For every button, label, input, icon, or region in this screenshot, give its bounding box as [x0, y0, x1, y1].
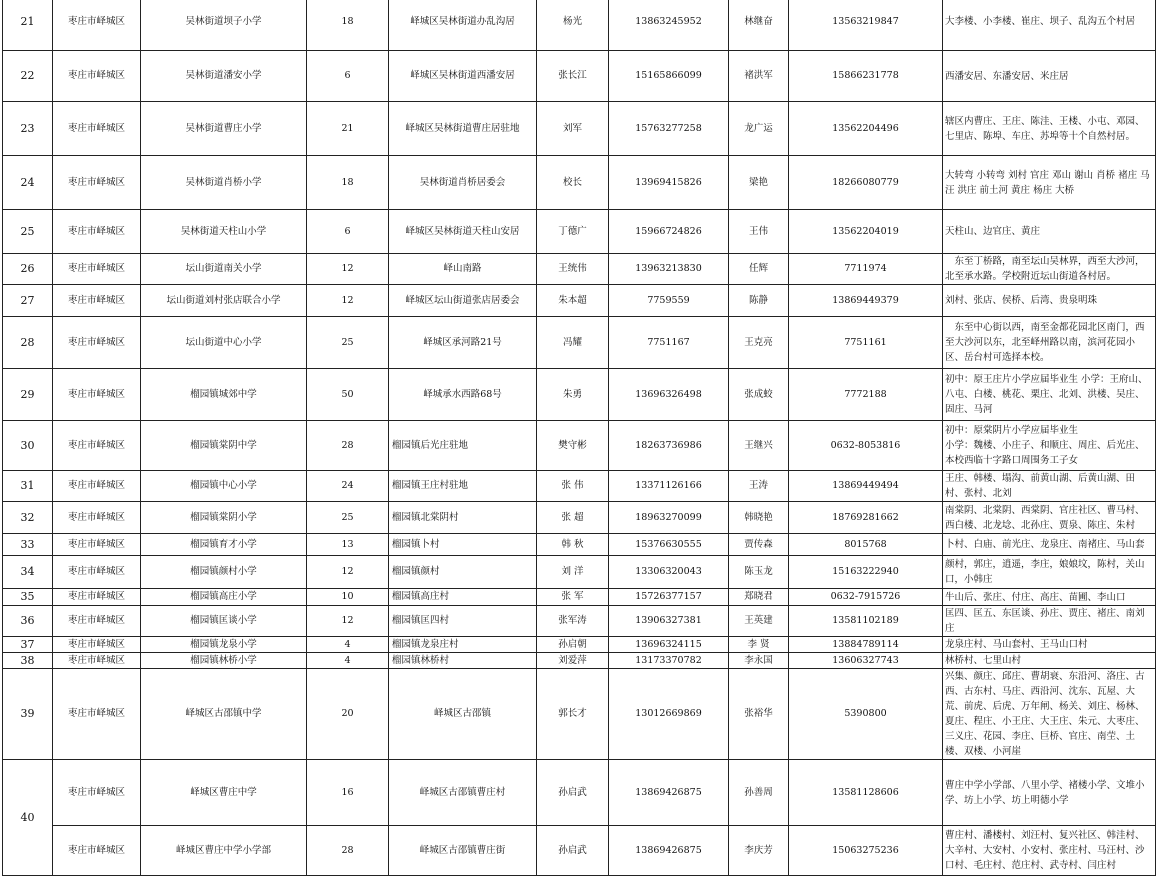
address-cell: 峄城区古邵镇曹庄街 [389, 826, 537, 876]
phone-1-cell: 15726377157 [609, 589, 729, 606]
contact-2-cell: 李永国 [729, 653, 789, 669]
contact-1-cell: 刘 洋 [537, 556, 609, 589]
school-name-cell: 榴园镇棠阴小学 [141, 502, 307, 534]
phone-1-cell: 13869426875 [609, 826, 729, 876]
phone-2-cell: 18266080779 [789, 156, 943, 210]
school-name-cell: 榴园镇育才小学 [141, 534, 307, 556]
contact-2-cell: 郑晓君 [729, 589, 789, 606]
contact-2-cell: 王继兴 [729, 421, 789, 471]
contact-2-cell: 张裕华 [729, 669, 789, 760]
school-name-cell: 吴林街道坝子小学 [141, 0, 307, 51]
table-edge-cell [1156, 254, 1163, 285]
table-edge-cell [1156, 669, 1163, 760]
contact-1-cell: 刘爱萍 [537, 653, 609, 669]
phone-1-cell: 15966724826 [609, 210, 729, 254]
table-row [3, 0, 1163, 51]
contact-1-cell: 孙启武 [537, 760, 609, 826]
district-cell: 枣庄市峄城区 [53, 156, 141, 210]
contact-1-cell: 孙启武 [537, 826, 609, 876]
table-edge-cell [1156, 102, 1163, 156]
contact-2-cell: 任辉 [729, 254, 789, 285]
address-cell: 峄城区吴林街道曹庄居驻地 [389, 102, 537, 156]
table-edge-cell [1156, 826, 1163, 876]
table-edge-cell [1156, 421, 1163, 471]
phone-2-cell: 5390800 [789, 669, 943, 760]
table-row [3, 51, 1163, 102]
address-cell: 榴园镇林桥村 [389, 653, 537, 669]
district-cell: 枣庄市峄城区 [53, 606, 141, 637]
address-cell: 峄城承水西路68号 [389, 369, 537, 421]
coverage-area-cell: 辖区内曹庄、王庄、陈洼、王楼、小屯、邓园、七里店、陈埠、车庄、苏埠等十个自然村居。 [943, 102, 1156, 156]
phone-1-cell: 13173370782 [609, 653, 729, 669]
school-name-cell: 峄城区古邵镇中学 [141, 669, 307, 760]
contact-2-cell: 林继奋 [729, 0, 789, 51]
phone-2-cell: 0632-7915726 [789, 589, 943, 606]
table-edge-cell [1156, 210, 1163, 254]
row-number-cell: 33 [3, 534, 53, 556]
coverage-area-cell: 匡四、匡五、东匡谈、孙庄、贾庄、褚庄、南刘庄 [943, 606, 1156, 637]
district-cell: 枣庄市峄城区 [53, 534, 141, 556]
class-count-cell: 28 [307, 421, 389, 471]
coverage-area-cell: 大李楼、小李楼、崔庄、坝子、乱沟五个村居 [943, 0, 1156, 51]
phone-1-cell: 7759559 [609, 285, 729, 317]
row-number-cell: 37 [3, 637, 53, 653]
address-cell: 峄城区吴林街道天柱山安居 [389, 210, 537, 254]
class-count-cell: 4 [307, 653, 389, 669]
class-count-cell: 20 [307, 669, 389, 760]
school-name-cell: 榴园镇林桥小学 [141, 653, 307, 669]
row-number-cell: 31 [3, 471, 53, 502]
table-row [3, 556, 1163, 589]
contact-1-cell: 冯耀 [537, 317, 609, 369]
phone-1-cell: 15763277258 [609, 102, 729, 156]
district-cell: 枣庄市峄城区 [53, 637, 141, 653]
contact-2-cell: 陈静 [729, 285, 789, 317]
table-edge-cell [1156, 606, 1163, 637]
table-row [3, 156, 1163, 210]
address-cell: 榴园镇王庄村驻地 [389, 471, 537, 502]
table-row [3, 285, 1163, 317]
table-row [3, 637, 1163, 653]
district-cell: 枣庄市峄城区 [53, 317, 141, 369]
contact-1-cell: 樊守彬 [537, 421, 609, 471]
coverage-area-cell: 西潘安居、东潘安居、米庄居 [943, 51, 1156, 102]
table-edge-cell [1156, 589, 1163, 606]
table-edge-cell [1156, 556, 1163, 589]
row-number-cell: 34 [3, 556, 53, 589]
class-count-cell: 18 [307, 0, 389, 51]
table-row [3, 254, 1163, 285]
district-cell: 枣庄市峄城区 [53, 254, 141, 285]
phone-2-cell: 13884789114 [789, 637, 943, 653]
row-number-cell: 23 [3, 102, 53, 156]
row-number-cell: 39 [3, 669, 53, 760]
contact-1-cell: 张 军 [537, 589, 609, 606]
phone-1-cell: 15165866099 [609, 51, 729, 102]
row-number-cell: 25 [3, 210, 53, 254]
contact-1-cell: 郭长才 [537, 669, 609, 760]
coverage-area-cell: 兴集、颜庄、邱庄、曹胡衰、东沿河、洛庄、古西、古东村、马庄、西沿河、沈东、瓦屋、大荒、前虎、后虎、万年闸、杨关、刘庄、杨林、夏庄、程庄、小王庄、大王庄、朱元、大枣庄、三义庄、花园、李庄、巨桥、官庄、南茔、土楼、双楼、小河崖 [943, 669, 1156, 760]
phone-2-cell: 15866231778 [789, 51, 943, 102]
class-count-cell: 18 [307, 156, 389, 210]
phone-2-cell: 15063275236 [789, 826, 943, 876]
row-number-cell: 38 [3, 653, 53, 669]
table-row [3, 317, 1163, 369]
class-count-cell: 16 [307, 760, 389, 826]
table-edge-cell [1156, 637, 1163, 653]
phone-1-cell: 13869426875 [609, 760, 729, 826]
school-name-cell: 坛山街道中心小学 [141, 317, 307, 369]
coverage-area-cell: 王庄、韩楼、塌沟、前黄山湖、后黄山湖、田村、张村、北刘 [943, 471, 1156, 502]
table-row [3, 534, 1163, 556]
phone-2-cell: 0632-8053816 [789, 421, 943, 471]
contact-2-cell: 褚洪军 [729, 51, 789, 102]
phone-2-cell: 7711974 [789, 254, 943, 285]
table-row [3, 760, 1163, 826]
school-name-cell: 吴林街道肖桥小学 [141, 156, 307, 210]
contact-2-cell: 李 贤 [729, 637, 789, 653]
district-cell: 枣庄市峄城区 [53, 210, 141, 254]
phone-1-cell: 13306320043 [609, 556, 729, 589]
phone-1-cell: 13969415826 [609, 156, 729, 210]
contact-1-cell: 孙启朝 [537, 637, 609, 653]
phone-1-cell: 13906327381 [609, 606, 729, 637]
contact-1-cell: 张军涛 [537, 606, 609, 637]
school-name-cell: 榴园镇棠阴中学 [141, 421, 307, 471]
phone-2-cell: 13869449379 [789, 285, 943, 317]
phone-2-cell: 13606327743 [789, 653, 943, 669]
school-name-cell: 坛山街道刘村张店联合小学 [141, 285, 307, 317]
district-cell: 枣庄市峄城区 [53, 826, 141, 876]
coverage-area-cell: 颜村，郭庄，逍遥，李庄，娘娘坟，陈村，关山口，小韩庄 [943, 556, 1156, 589]
contact-1-cell: 丁德广 [537, 210, 609, 254]
class-count-cell: 12 [307, 556, 389, 589]
district-cell: 枣庄市峄城区 [53, 556, 141, 589]
contact-1-cell: 朱本超 [537, 285, 609, 317]
phone-1-cell: 7751167 [609, 317, 729, 369]
address-cell: 峄山南路 [389, 254, 537, 285]
school-name-cell: 坛山街道南关小学 [141, 254, 307, 285]
contact-1-cell: 刘军 [537, 102, 609, 156]
address-cell: 榴园镇颜村 [389, 556, 537, 589]
class-count-cell: 25 [307, 317, 389, 369]
district-cell: 枣庄市峄城区 [53, 421, 141, 471]
class-count-cell: 10 [307, 589, 389, 606]
row-number-cell: 26 [3, 254, 53, 285]
class-count-cell: 6 [307, 210, 389, 254]
row-number-cell: 28 [3, 317, 53, 369]
table-edge-cell [1156, 471, 1163, 502]
contact-2-cell: 王克亮 [729, 317, 789, 369]
school-name-cell: 榴园镇城郊中学 [141, 369, 307, 421]
table-row [3, 606, 1163, 637]
class-count-cell: 28 [307, 826, 389, 876]
phone-2-cell: 13562204019 [789, 210, 943, 254]
district-cell: 枣庄市峄城区 [53, 369, 141, 421]
coverage-area-cell: 南棠阴、北棠阴、西棠阴、官庄社区、曹马村、西白楼、北龙埝、北孙庄、贾泉、陈庄、朱村 [943, 502, 1156, 534]
table-row [3, 369, 1163, 421]
contact-2-cell: 韩晓艳 [729, 502, 789, 534]
contact-2-cell: 李庆芳 [729, 826, 789, 876]
school-name-cell: 吴林街道潘安小学 [141, 51, 307, 102]
coverage-area-cell: 东至中心街以西，南至金都花园北区南门，西至大沙河以东，北至峄州路以南，滨河花园小区、岳台村可选择本校。 [943, 317, 1156, 369]
district-cell: 枣庄市峄城区 [53, 589, 141, 606]
contact-1-cell: 朱勇 [537, 369, 609, 421]
phone-2-cell: 13581102189 [789, 606, 943, 637]
district-cell: 枣庄市峄城区 [53, 0, 141, 51]
school-name-cell: 榴园镇匡谈小学 [141, 606, 307, 637]
phone-1-cell: 13696326498 [609, 369, 729, 421]
phone-1-cell: 13012669869 [609, 669, 729, 760]
district-cell: 枣庄市峄城区 [53, 51, 141, 102]
class-count-cell: 12 [307, 285, 389, 317]
address-cell: 峄城区古邵镇 [389, 669, 537, 760]
district-cell: 枣庄市峄城区 [53, 102, 141, 156]
school-name-cell: 榴园镇高庄小学 [141, 589, 307, 606]
phone-1-cell: 13371126166 [609, 471, 729, 502]
contact-1-cell: 张 伟 [537, 471, 609, 502]
table-row [3, 589, 1163, 606]
district-cell: 枣庄市峄城区 [53, 669, 141, 760]
class-count-cell: 12 [307, 606, 389, 637]
coverage-area-cell: 卜村、白庙、前光庄、龙泉庄、南褚庄、马山套 [943, 534, 1156, 556]
contact-1-cell: 韩 秋 [537, 534, 609, 556]
row-number-cell: 21 [3, 0, 53, 51]
phone-2-cell: 13562204496 [789, 102, 943, 156]
phone-2-cell: 13581128606 [789, 760, 943, 826]
district-cell: 枣庄市峄城区 [53, 760, 141, 826]
address-cell: 峄城区古邵镇曹庄村 [389, 760, 537, 826]
table-edge-cell [1156, 653, 1163, 669]
school-name-cell: 峄城区曹庄中学 [141, 760, 307, 826]
contact-2-cell: 王英建 [729, 606, 789, 637]
contact-1-cell: 王统伟 [537, 254, 609, 285]
phone-1-cell: 13963213830 [609, 254, 729, 285]
address-cell: 榴园镇龙泉庄村 [389, 637, 537, 653]
address-cell: 榴园镇后光庄驻地 [389, 421, 537, 471]
coverage-area-cell: 初中：原王庄片小学应届毕业生 小学：王府山、八屯、白楼、桃花、栗庄、北刘、洪楼、吴庄、固庄、马河 [943, 369, 1156, 421]
row-number-cell: 35 [3, 589, 53, 606]
table-edge-cell [1156, 156, 1163, 210]
table-edge-cell [1156, 760, 1163, 826]
table-edge-cell [1156, 502, 1163, 534]
contact-2-cell: 王涛 [729, 471, 789, 502]
district-cell: 枣庄市峄城区 [53, 285, 141, 317]
table-edge-cell [1156, 534, 1163, 556]
contact-2-cell: 龙广运 [729, 102, 789, 156]
contact-2-cell: 陈玉龙 [729, 556, 789, 589]
school-district-table [2, 0, 1163, 876]
address-cell: 峄城区承河路21号 [389, 317, 537, 369]
coverage-area-cell: 曹庄中学小学部、八里小学、褚楼小学、文堆小学、坊上小学、坊上明德小学 [943, 760, 1156, 826]
row-number-cell: 29 [3, 369, 53, 421]
row-number-cell: 32 [3, 502, 53, 534]
phone-1-cell: 15376630555 [609, 534, 729, 556]
phone-2-cell: 18769281662 [789, 502, 943, 534]
phone-2-cell: 13869449494 [789, 471, 943, 502]
school-name-cell: 吴林街道曹庄小学 [141, 102, 307, 156]
contact-1-cell: 张长江 [537, 51, 609, 102]
table-row [3, 826, 1163, 876]
row-number-cell: 36 [3, 606, 53, 637]
phone-2-cell: 15163222940 [789, 556, 943, 589]
address-cell: 峄城区吴林街道西潘安居 [389, 51, 537, 102]
phone-1-cell: 18963270099 [609, 502, 729, 534]
district-cell: 枣庄市峄城区 [53, 502, 141, 534]
contact-1-cell: 校长 [537, 156, 609, 210]
address-cell: 峄城区吴林街道办乱沟居 [389, 0, 537, 51]
table-row [3, 210, 1163, 254]
phone-1-cell: 18263736986 [609, 421, 729, 471]
address-cell: 榴园镇匡四村 [389, 606, 537, 637]
coverage-area-cell: 牛山后、张庄、付庄、高庄、苗圃、李山口 [943, 589, 1156, 606]
table-row [3, 502, 1163, 534]
table-row [3, 669, 1163, 760]
address-cell: 榴园镇北棠阴村 [389, 502, 537, 534]
class-count-cell: 13 [307, 534, 389, 556]
row-number-cell: 24 [3, 156, 53, 210]
district-cell: 枣庄市峄城区 [53, 471, 141, 502]
address-cell: 峄城区坛山街道张店居委会 [389, 285, 537, 317]
row-number-cell: 22 [3, 51, 53, 102]
contact-2-cell: 王伟 [729, 210, 789, 254]
table-edge-cell [1156, 285, 1163, 317]
table-edge-cell [1156, 0, 1163, 51]
coverage-area-cell: 龙泉庄村、马山套村、王马山口村 [943, 637, 1156, 653]
coverage-area-cell: 天柱山、边官庄、黄庄 [943, 210, 1156, 254]
table-edge-cell [1156, 369, 1163, 421]
class-count-cell: 4 [307, 637, 389, 653]
address-cell: 吴林街道肖桥居委会 [389, 156, 537, 210]
class-count-cell: 21 [307, 102, 389, 156]
table-edge-cell [1156, 51, 1163, 102]
contact-1-cell: 杨光 [537, 0, 609, 51]
phone-1-cell: 13696324115 [609, 637, 729, 653]
school-name-cell: 峄城区曹庄中学小学部 [141, 826, 307, 876]
table-edge-cell [1156, 317, 1163, 369]
row-number-cell: 40 [3, 760, 53, 876]
table-row [3, 471, 1163, 502]
class-count-cell: 50 [307, 369, 389, 421]
school-name-cell: 榴园镇中心小学 [141, 471, 307, 502]
class-count-cell: 24 [307, 471, 389, 502]
district-cell: 枣庄市峄城区 [53, 653, 141, 669]
coverage-area-cell: 初中：原棠阴片小学应届毕业生 小学：魏楼、小庄子、和顺庄、周庄、后光庄、本校西临十字路口周围务工子女 [943, 421, 1156, 471]
class-count-cell: 12 [307, 254, 389, 285]
address-cell: 榴园镇高庄村 [389, 589, 537, 606]
class-count-cell: 25 [307, 502, 389, 534]
coverage-area-cell: 大转弯 小转弯 刘村 官庄 邓山 谢山 肖桥 褚庄 马汪 洪庄 前土河 黄庄 杨庄 大桥 [943, 156, 1156, 210]
contact-2-cell: 贾传森 [729, 534, 789, 556]
contact-1-cell: 张 超 [537, 502, 609, 534]
contact-2-cell: 孙善周 [729, 760, 789, 826]
table-row [3, 102, 1163, 156]
phone-2-cell: 7751161 [789, 317, 943, 369]
table-row [3, 421, 1163, 471]
coverage-area-cell: 曹庄村、潘楼村、刘汪村、复兴社区、韩洼村、大辛村、大安村、小安村、张庄村、马汪村、沙口村、毛庄村、范庄村、武寺村、闫庄村 [943, 826, 1156, 876]
row-number-cell: 30 [3, 421, 53, 471]
phone-2-cell: 13563219847 [789, 0, 943, 51]
class-count-cell: 6 [307, 51, 389, 102]
coverage-area-cell: 林桥村、七里山村 [943, 653, 1156, 669]
phone-2-cell: 8015768 [789, 534, 943, 556]
row-number-cell: 27 [3, 285, 53, 317]
school-name-cell: 吴林街道天柱山小学 [141, 210, 307, 254]
contact-2-cell: 梁艳 [729, 156, 789, 210]
phone-2-cell: 7772188 [789, 369, 943, 421]
phone-1-cell: 13863245952 [609, 0, 729, 51]
coverage-area-cell: 东至丁桥路，南至坛山吴林界，西至大沙河，北至承水路。学校附近坛山街道各村居。 [943, 254, 1156, 285]
contact-2-cell: 张成蛟 [729, 369, 789, 421]
table-row [3, 653, 1163, 669]
address-cell: 榴园镇卜村 [389, 534, 537, 556]
school-name-cell: 榴园镇龙泉小学 [141, 637, 307, 653]
school-name-cell: 榴园镇颜村小学 [141, 556, 307, 589]
coverage-area-cell: 刘村、张店、侯桥、后湾、贵泉明珠 [943, 285, 1156, 317]
